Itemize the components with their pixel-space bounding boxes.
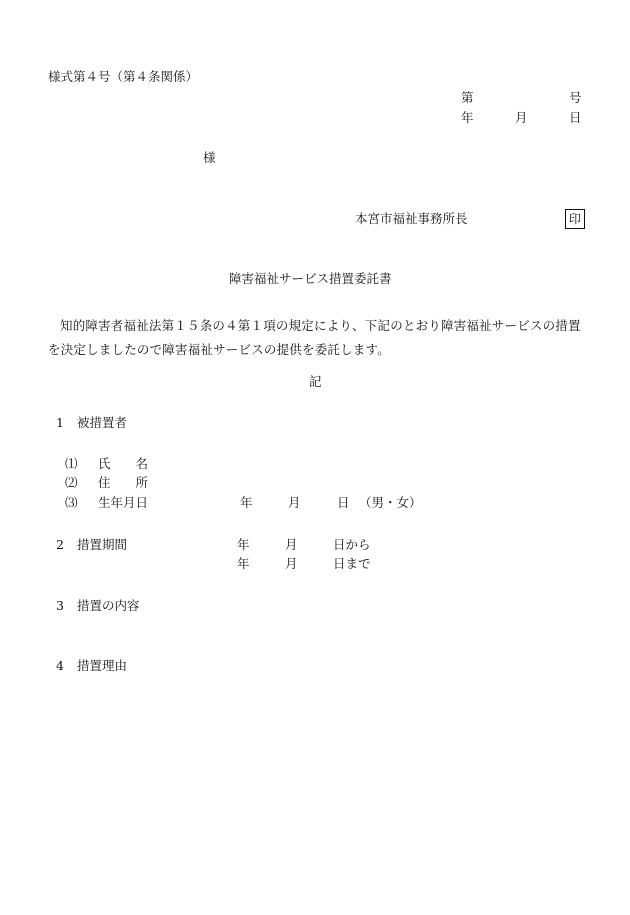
addressee-suffix: 様 (203, 150, 216, 165)
period-to-month: 月 (285, 556, 298, 571)
issuer-title: 本宮市福祉事務所長 (355, 211, 468, 226)
item-name-number: ⑴ (65, 456, 78, 471)
section-1-label: 被措置者 (77, 415, 128, 430)
period-from-year: 年 (237, 537, 250, 552)
section-1-number: 1 (56, 415, 64, 430)
period-to-year: 年 (237, 556, 250, 571)
ki-heading: 記 (309, 374, 322, 389)
seal-stamp: 印 (565, 209, 585, 229)
section-2-number: 2 (56, 537, 64, 552)
section-4-label: 措置理由 (77, 658, 128, 673)
birth-month: 月 (288, 495, 301, 510)
birth-sex: （男・女） (359, 495, 422, 510)
date-month: 月 (515, 110, 528, 125)
item-address-number: ⑵ (65, 475, 78, 490)
date-day: 日 (569, 110, 582, 125)
date-year: 年 (461, 110, 474, 125)
period-from-month: 月 (285, 537, 298, 552)
period-from-day: 日から (333, 537, 371, 552)
birth-year: 年 (240, 495, 253, 510)
item-birth-number: ⑶ (65, 495, 78, 510)
item-name-label: 氏 名 (98, 456, 149, 471)
section-2-label: 措置期間 (77, 537, 128, 552)
item-address-label: 住 所 (98, 475, 149, 490)
item-birth-label: 生年月日 (98, 495, 149, 510)
section-3-number: 3 (56, 598, 64, 613)
period-to-day: 日まで (333, 556, 371, 571)
document-title: 障害福祉サービス措置委託書 (229, 271, 392, 286)
birth-day: 日 (337, 495, 350, 510)
number-prefix: 第 (461, 90, 474, 105)
body-text: 知的障害者福祉法第１５条の４第１項の規定により、下記のとおり障害福祉サービスの措置を決定しましたので障害福祉サービスの提供を委託します。 (48, 318, 581, 357)
number-suffix: 号 (569, 90, 582, 105)
section-3-label: 措置の内容 (77, 598, 140, 613)
section-4-number: 4 (56, 658, 64, 673)
form-label: 様式第４号（第４条関係） (48, 69, 199, 84)
